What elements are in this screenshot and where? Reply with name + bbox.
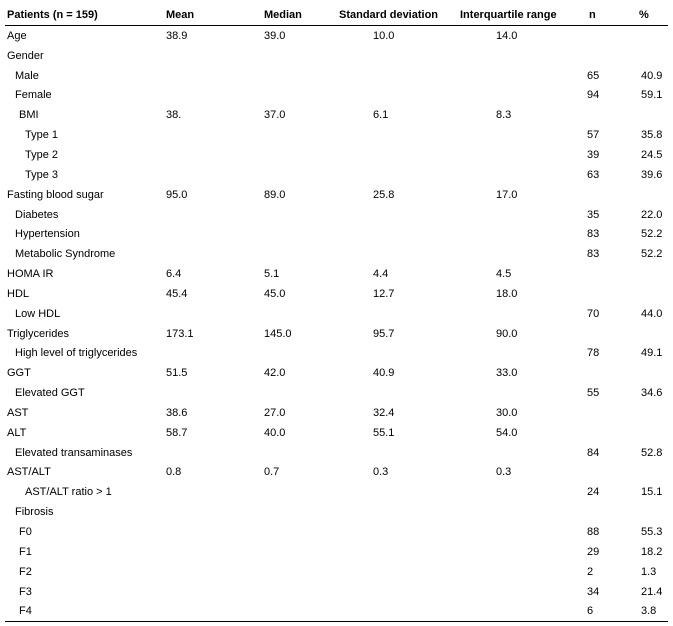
cell-pct [623,185,668,205]
cell-mean [148,46,238,66]
cell-sd: 12.7 [373,287,395,300]
cell-n: 88 [587,526,600,539]
cell-iqr: 90.0 [496,327,518,340]
cell-sd [333,304,460,324]
row-label: F2 [19,565,32,578]
row-label: F0 [19,526,32,539]
row-label: AST/ALT ratio > 1 [25,486,112,499]
cell-median [238,562,333,582]
cell-median [238,482,333,502]
cell-mean [148,344,238,364]
cell-pct: 18.2 [641,545,663,558]
cell-pct [623,46,668,66]
cell-median [238,502,333,522]
cell-sd [333,522,460,542]
table-row [5,363,668,383]
cell-median: 89.0 [264,188,286,201]
cell-mean [148,443,238,463]
cell-sd: 95.7 [373,327,395,340]
table-row [5,562,668,582]
cell-pct [623,264,668,284]
cell-pct: 55.3 [641,526,663,539]
cell-iqr [460,542,579,562]
cell-n [579,284,623,304]
cell-n: 35 [587,208,600,221]
cell-sd [333,66,460,86]
table-row [5,502,668,522]
cell-n: 94 [587,89,600,102]
cell-mean [148,562,238,582]
cell-median: 27.0 [264,406,286,419]
table-row [5,324,668,344]
cell-median [238,304,333,324]
row-label: Female [15,89,52,102]
cell-mean: 95.0 [166,188,188,201]
cell-median [238,125,333,145]
cell-mean: 6.4 [166,268,182,281]
cell-sd [333,224,460,244]
table-row [5,224,668,244]
cell-mean [148,165,238,185]
cell-mean [148,502,238,522]
row-label: Elevated transaminases [15,446,133,459]
cell-pct: 15.1 [641,486,663,499]
cell-iqr [460,443,579,463]
table-row [5,125,668,145]
cell-sd [333,482,460,502]
cell-pct: 3.8 [623,601,668,621]
cell-pct [623,363,668,383]
cell-sd: 25.8 [373,188,395,201]
table-row [5,522,668,542]
cell-sd [333,601,460,621]
cell-mean [148,383,238,403]
cell-mean [148,145,238,165]
cell-sd [333,502,460,522]
cell-median [238,601,333,621]
cell-n [579,423,623,443]
cell-pct [623,403,668,423]
row-label: Triglycerides [7,327,69,340]
table-row [5,383,668,403]
cell-iqr [460,145,579,165]
row-label: F1 [19,545,32,558]
cell-pct [623,105,668,125]
cell-iqr [460,383,579,403]
row-label: Metabolic Syndrome [15,248,116,261]
cell-n: 2 [587,565,594,578]
table-row [5,443,668,463]
row-label: GGT [7,367,31,380]
row-label: AST/ALT [7,466,51,479]
table-row [5,344,668,364]
cell-mean [148,66,238,86]
cell-sd [333,125,460,145]
table-row [5,185,668,205]
row-label: ALT [7,426,27,439]
cell-mean [148,224,238,244]
row-label: Low HDL [15,307,61,320]
header-interquartile-range: Interquartile range [460,5,579,26]
cell-iqr: 14.0 [496,29,518,42]
cell-pct: 35.8 [641,129,663,142]
cell-median: 42.0 [264,367,286,380]
cell-mean: 45.4 [166,287,188,300]
header-median: Median [238,5,333,26]
cell-mean [148,482,238,502]
table-row [5,264,668,284]
row-label: Type 2 [25,148,59,161]
cell-pct [623,284,668,304]
cell-iqr [460,224,579,244]
row-label: Male [15,69,39,82]
cell-mean: 38.9 [166,29,188,42]
table-row [5,601,668,621]
cell-median: 45.0 [264,287,286,300]
row-label: Type 3 [25,168,59,181]
cell-sd [333,443,460,463]
table-row [5,105,668,125]
cell-sd [333,344,460,364]
cell-n [579,185,623,205]
cell-sd [333,46,460,66]
cell-sd [333,582,460,602]
cell-mean: 38. [166,109,182,122]
cell-n: 24 [587,486,600,499]
table-row [5,463,668,483]
cell-pct: 59.1 [641,89,663,102]
cell-mean: 51.5 [166,367,188,380]
cell-pct: 40.9 [641,69,663,82]
cell-n [579,46,623,66]
table-row [5,482,668,502]
row-label: Age [7,29,27,42]
cell-iqr [460,601,579,621]
cell-median [238,344,333,364]
cell-pct [623,463,668,483]
cell-mean [148,304,238,324]
cell-n: 65 [587,69,600,82]
cell-mean [148,582,238,602]
table-row [5,542,668,562]
table-row [5,244,668,264]
cell-n [579,264,623,284]
table-row [5,205,668,225]
cell-median [238,244,333,264]
cell-sd [333,86,460,106]
cell-n [579,502,623,522]
table-row [5,582,668,602]
patient-characteristics-table [5,5,668,622]
cell-median: 39.0 [264,29,286,42]
row-label: Fibrosis [15,506,54,519]
cell-iqr [460,502,579,522]
cell-median [238,522,333,542]
table-row [5,165,668,185]
cell-sd: 32.4 [373,406,395,419]
cell-iqr [460,66,579,86]
cell-sd [333,542,460,562]
cell-pct: 1.3 [641,565,657,578]
row-label: Diabetes [15,208,59,221]
table-row [5,304,668,324]
cell-iqr [460,205,579,225]
cell-median [238,86,333,106]
cell-pct: 21.4 [641,585,663,598]
cell-pct [623,502,668,522]
cell-n [579,463,623,483]
cell-n: 6 [579,601,623,621]
cell-sd [333,165,460,185]
cell-median [238,205,333,225]
cell-median [238,582,333,602]
cell-pct: 34.6 [641,387,663,400]
row-label: HOMA IR [7,268,54,281]
table-header-row [5,5,668,26]
cell-iqr [460,165,579,185]
cell-n: 55 [587,387,600,400]
cell-n: 34 [587,585,600,598]
cell-pct: 24.5 [641,148,663,161]
cell-median [238,145,333,165]
cell-sd: 0.3 [373,466,389,479]
cell-sd: 55.1 [373,426,395,439]
cell-pct: 44.0 [641,307,663,320]
cell-n [579,105,623,125]
cell-iqr: 30.0 [496,406,518,419]
cell-sd [333,145,460,165]
row-label: Type 1 [25,129,59,142]
cell-sd: 10.0 [373,29,395,42]
cell-pct [623,26,668,46]
cell-mean [148,205,238,225]
row-label: Elevated GGT [15,387,85,400]
cell-pct: 39.6 [641,168,663,181]
header-patients: Patients (n = 159) [5,5,148,26]
cell-iqr: 18.0 [496,287,518,300]
cell-median [238,66,333,86]
cell-iqr: 0.3 [496,466,512,479]
cell-mean [148,542,238,562]
cell-sd [333,244,460,264]
cell-mean [148,244,238,264]
cell-iqr [460,582,579,602]
table-row [5,66,668,86]
cell-median: 40.0 [264,426,286,439]
cell-mean [148,125,238,145]
cell-iqr [460,244,579,264]
row-label: F4 [5,601,148,621]
row-label: Fasting blood sugar [7,188,104,201]
row-label: High level of triglycerides [15,347,138,360]
cell-median [238,542,333,562]
cell-sd [333,383,460,403]
cell-iqr [460,86,579,106]
cell-n: 83 [587,228,600,241]
cell-n [579,403,623,423]
cell-pct: 52.2 [641,248,663,261]
cell-iqr [460,46,579,66]
cell-pct: 49.1 [641,347,663,360]
cell-iqr [460,304,579,324]
cell-iqr [460,482,579,502]
cell-sd: 6.1 [373,109,389,122]
cell-pct: 52.2 [641,228,663,241]
cell-mean: 58.7 [166,426,188,439]
cell-sd [333,562,460,582]
cell-pct: 22.0 [641,208,663,221]
cell-median: 5.1 [264,268,280,281]
cell-n: 84 [587,446,600,459]
row-label: AST [7,406,29,419]
row-label: Gender [7,49,44,62]
cell-mean [148,86,238,106]
cell-median [238,224,333,244]
cell-iqr: 8.3 [496,109,512,122]
cell-pct [623,324,668,344]
cell-n: 39 [587,148,600,161]
cell-iqr: 33.0 [496,367,518,380]
cell-iqr [460,344,579,364]
cell-n: 78 [587,347,600,360]
row-label: BMI [19,109,39,122]
cell-n [579,26,623,46]
cell-median [238,443,333,463]
cell-median: 37.0 [264,109,286,122]
row-label: F3 [19,585,32,598]
header-percent: % [623,5,668,26]
table-row [5,86,668,106]
cell-median [238,383,333,403]
cell-n: 57 [587,129,600,142]
cell-median [238,46,333,66]
table-row [5,145,668,165]
cell-mean: 0.8 [166,466,182,479]
cell-median: 0.7 [264,466,280,479]
cell-iqr [460,562,579,582]
cell-n: 29 [587,545,600,558]
cell-n [579,324,623,344]
cell-n: 70 [587,307,600,320]
cell-iqr: 17.0 [496,188,518,201]
cell-iqr: 54.0 [496,426,518,439]
cell-median [238,165,333,185]
table-row [5,403,668,423]
cell-n: 83 [587,248,600,261]
cell-mean: 173.1 [166,327,194,340]
cell-pct: 52.8 [641,446,663,459]
table-row [5,26,668,46]
cell-n [579,363,623,383]
row-label: HDL [7,287,30,300]
cell-mean [148,601,238,621]
cell-n: 63 [587,168,600,181]
cell-mean [148,522,238,542]
cell-sd: 40.9 [373,367,395,380]
cell-median: 145.0 [264,327,292,340]
cell-pct [623,423,668,443]
cell-iqr: 4.5 [496,268,512,281]
cell-sd [333,205,460,225]
cell-iqr [460,522,579,542]
header-n: n [579,5,623,26]
patient-characteristics-table-wrapper [5,5,668,622]
table-row [5,46,668,66]
cell-iqr [460,125,579,145]
cell-sd: 4.4 [373,268,389,281]
header-mean: Mean [148,5,238,26]
cell-mean: 38.6 [166,406,188,419]
header-standard-deviation: Standard deviation [333,5,460,26]
table-row [5,423,668,443]
table-row [5,284,668,304]
row-label: Hypertension [15,228,80,241]
